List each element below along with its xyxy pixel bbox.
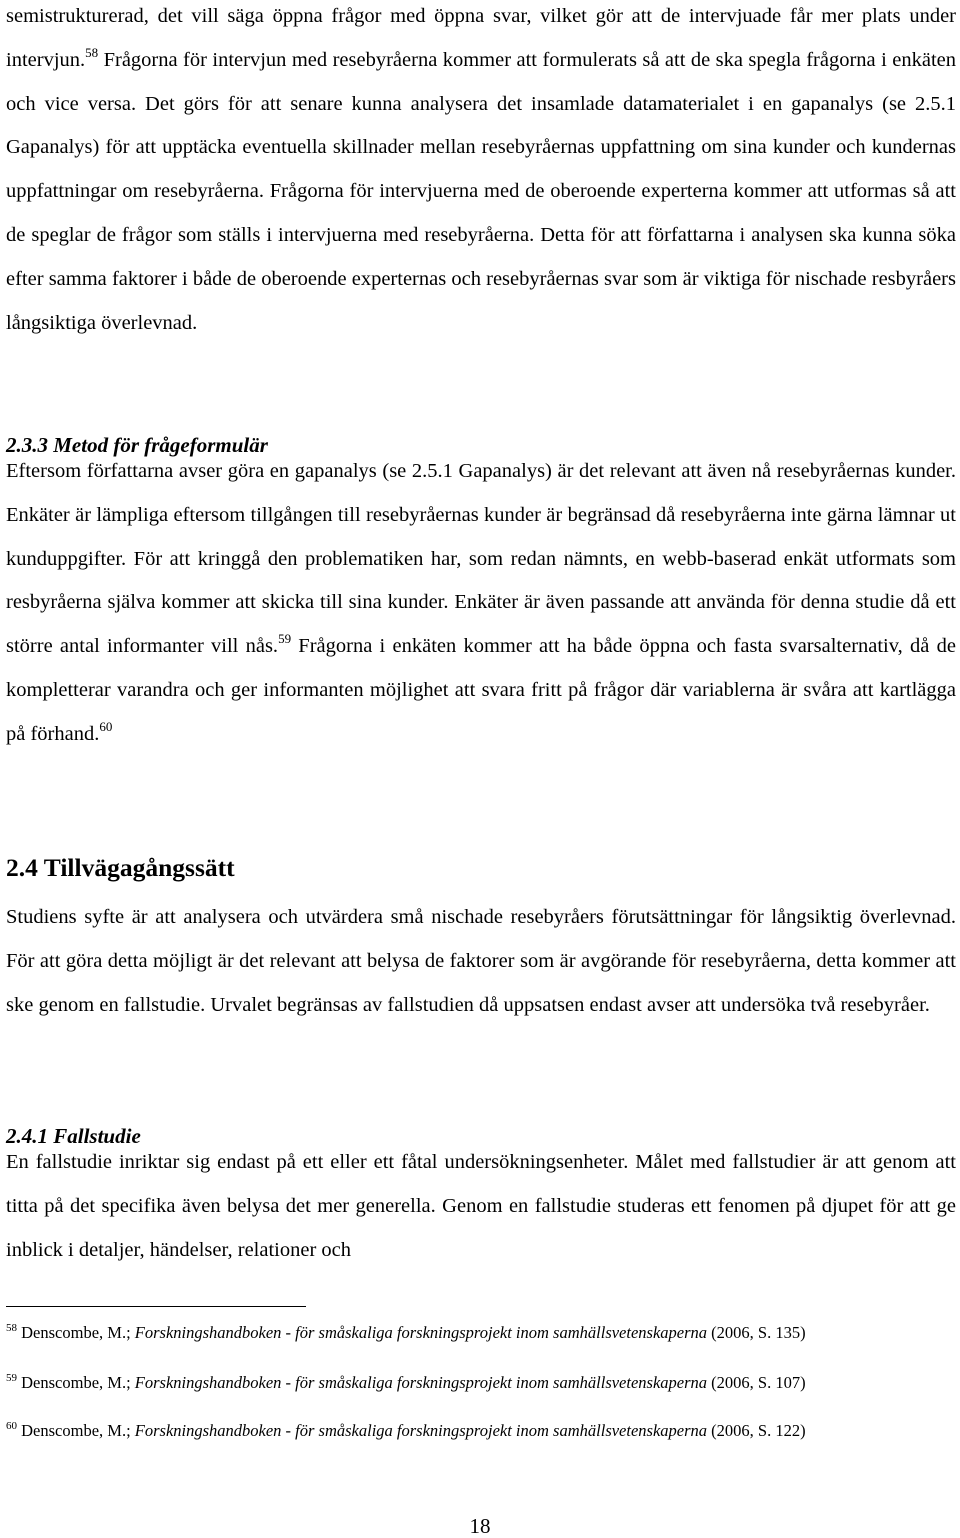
heading-2-3-3: 2.3.3 Metod för frågeformulär — [6, 433, 268, 457]
footnote-ref-59: 59 — [278, 631, 292, 647]
paragraph-text: Frågorna för intervjun med resebyråerna kommer att formulerats så att de ska spegla frågorna i enkäten och vice versa. Det görs för att senare kunna analysera det insamlade datamaterialet i en gapanalys (se 2.5.1 Gapanalys) för att upptäcka eventuella skillnader mellan resebyråernas uppfattning om sina kunder och kundernas uppfattningar om resebyråerna. Frågorna för intervjuerna med de oberoende experterna kommer att utformas så att de speglar de frågor som ställs i intervjuerna med resebyråerna. Detta för att författarna i analysen ska kunna söka efter samma faktorer i både de oberoende experternas och resebyråernas svar som är viktiga för nischade resbyråers långsiktiga överlevnad. — [6, 48, 956, 334]
footnote-author: Denscombe, M.; — [21, 1421, 135, 1440]
heading-2-4: 2.4 Tillvägagångssätt — [6, 853, 235, 882]
footnote-title: Forskningshandboken - för småskaliga forskningsprojekt inom samhällsvetenskaperna — [134, 1373, 708, 1392]
footnote-60 — [6, 1420, 956, 1442]
footnote-separator — [6, 1306, 306, 1307]
footnote-ref-58: 58 — [85, 44, 99, 60]
footnote-ref-60: 60 — [99, 718, 113, 734]
heading-2-4-1: 2.4.1 Fallstudie — [6, 1124, 141, 1148]
footnote-pages: (2006, S. 122) — [707, 1421, 806, 1440]
footnote-author: Denscombe, M.; — [21, 1373, 135, 1392]
paragraph-text: semistrukturerad, det vill säga öppna frågor med öppna svar, vilket gör att de intervjuade får mer plats under intervjun. — [6, 5, 956, 71]
paragraph-text: Frågorna i enkäten kommer att ha både öppna och fasta svarsalternativ, då de kompletterar varandra och ger informanten möjlighet att svara fritt på frågor där variablerna är svåra att kartlägga på förhand. — [6, 635, 956, 745]
paragraph-survey-method — [6, 450, 956, 757]
paragraph-approach: Studiens syfte är att analysera och utvärdera små nischade resebyråers förutsättningar för långsiktig överlevnad. För att göra detta möjligt är det relevant att belysa de faktorer som är avgörande för resebyråerna, detta kommer att ske genom en fallstudie. Urvalet begränsas av fallstudien då uppsatsen endast avser att undersöka två resebyråer. — [6, 906, 956, 1016]
paragraph-text: Eftersom författarna avser göra en gapanalys (se 2.5.1 Gapanalys) är det relevant att även nå resebyråernas kunder. Enkäter är lämpliga eftersom tillgången till resebyråernas kunder är begränsad då resebyråerna inte gärna lämnar ut kunduppgifter. För att kringgå den problematiken har, som redan nämnts, en webb-baserad enkät utformats som resbyråerna själva kommer att skicka till sina kunder. Enkäter är även passande att använda för denna studie då ett större antal informanter vill nås. — [6, 460, 956, 658]
footnote-author: Denscombe, M.; — [21, 1323, 135, 1342]
footnote-number: 60 — [6, 1420, 17, 1432]
paragraph-case-study: En fallstudie inriktar sig endast på ett eller ett fåtal undersökningsenheter. Målet med fallstudier är att genom att titta på det specifika även belysa det mer generella. Genom en fallstudie studeras ett fenomen på djupet för att ge inblick i detaljer, händelser, relationer och — [6, 1151, 956, 1261]
footnote-58 — [6, 1322, 956, 1344]
footnote-title: Forskningshandboken - för småskaliga forskningsprojekt inom samhällsvetenskaperna — [134, 1323, 708, 1342]
footnote-pages: (2006, S. 135) — [707, 1323, 806, 1342]
footnote-pages: (2006, S. 107) — [707, 1373, 806, 1392]
footnote-number: 59 — [6, 1372, 17, 1384]
footnote-title: Forskningshandboken - för småskaliga forskningsprojekt inom samhällsvetenskaperna — [134, 1421, 708, 1440]
footnote-59 — [6, 1372, 956, 1394]
page-number: 18 — [469, 1514, 491, 1538]
paragraph-interview-method — [6, 0, 956, 345]
footnote-number: 58 — [6, 1322, 17, 1334]
